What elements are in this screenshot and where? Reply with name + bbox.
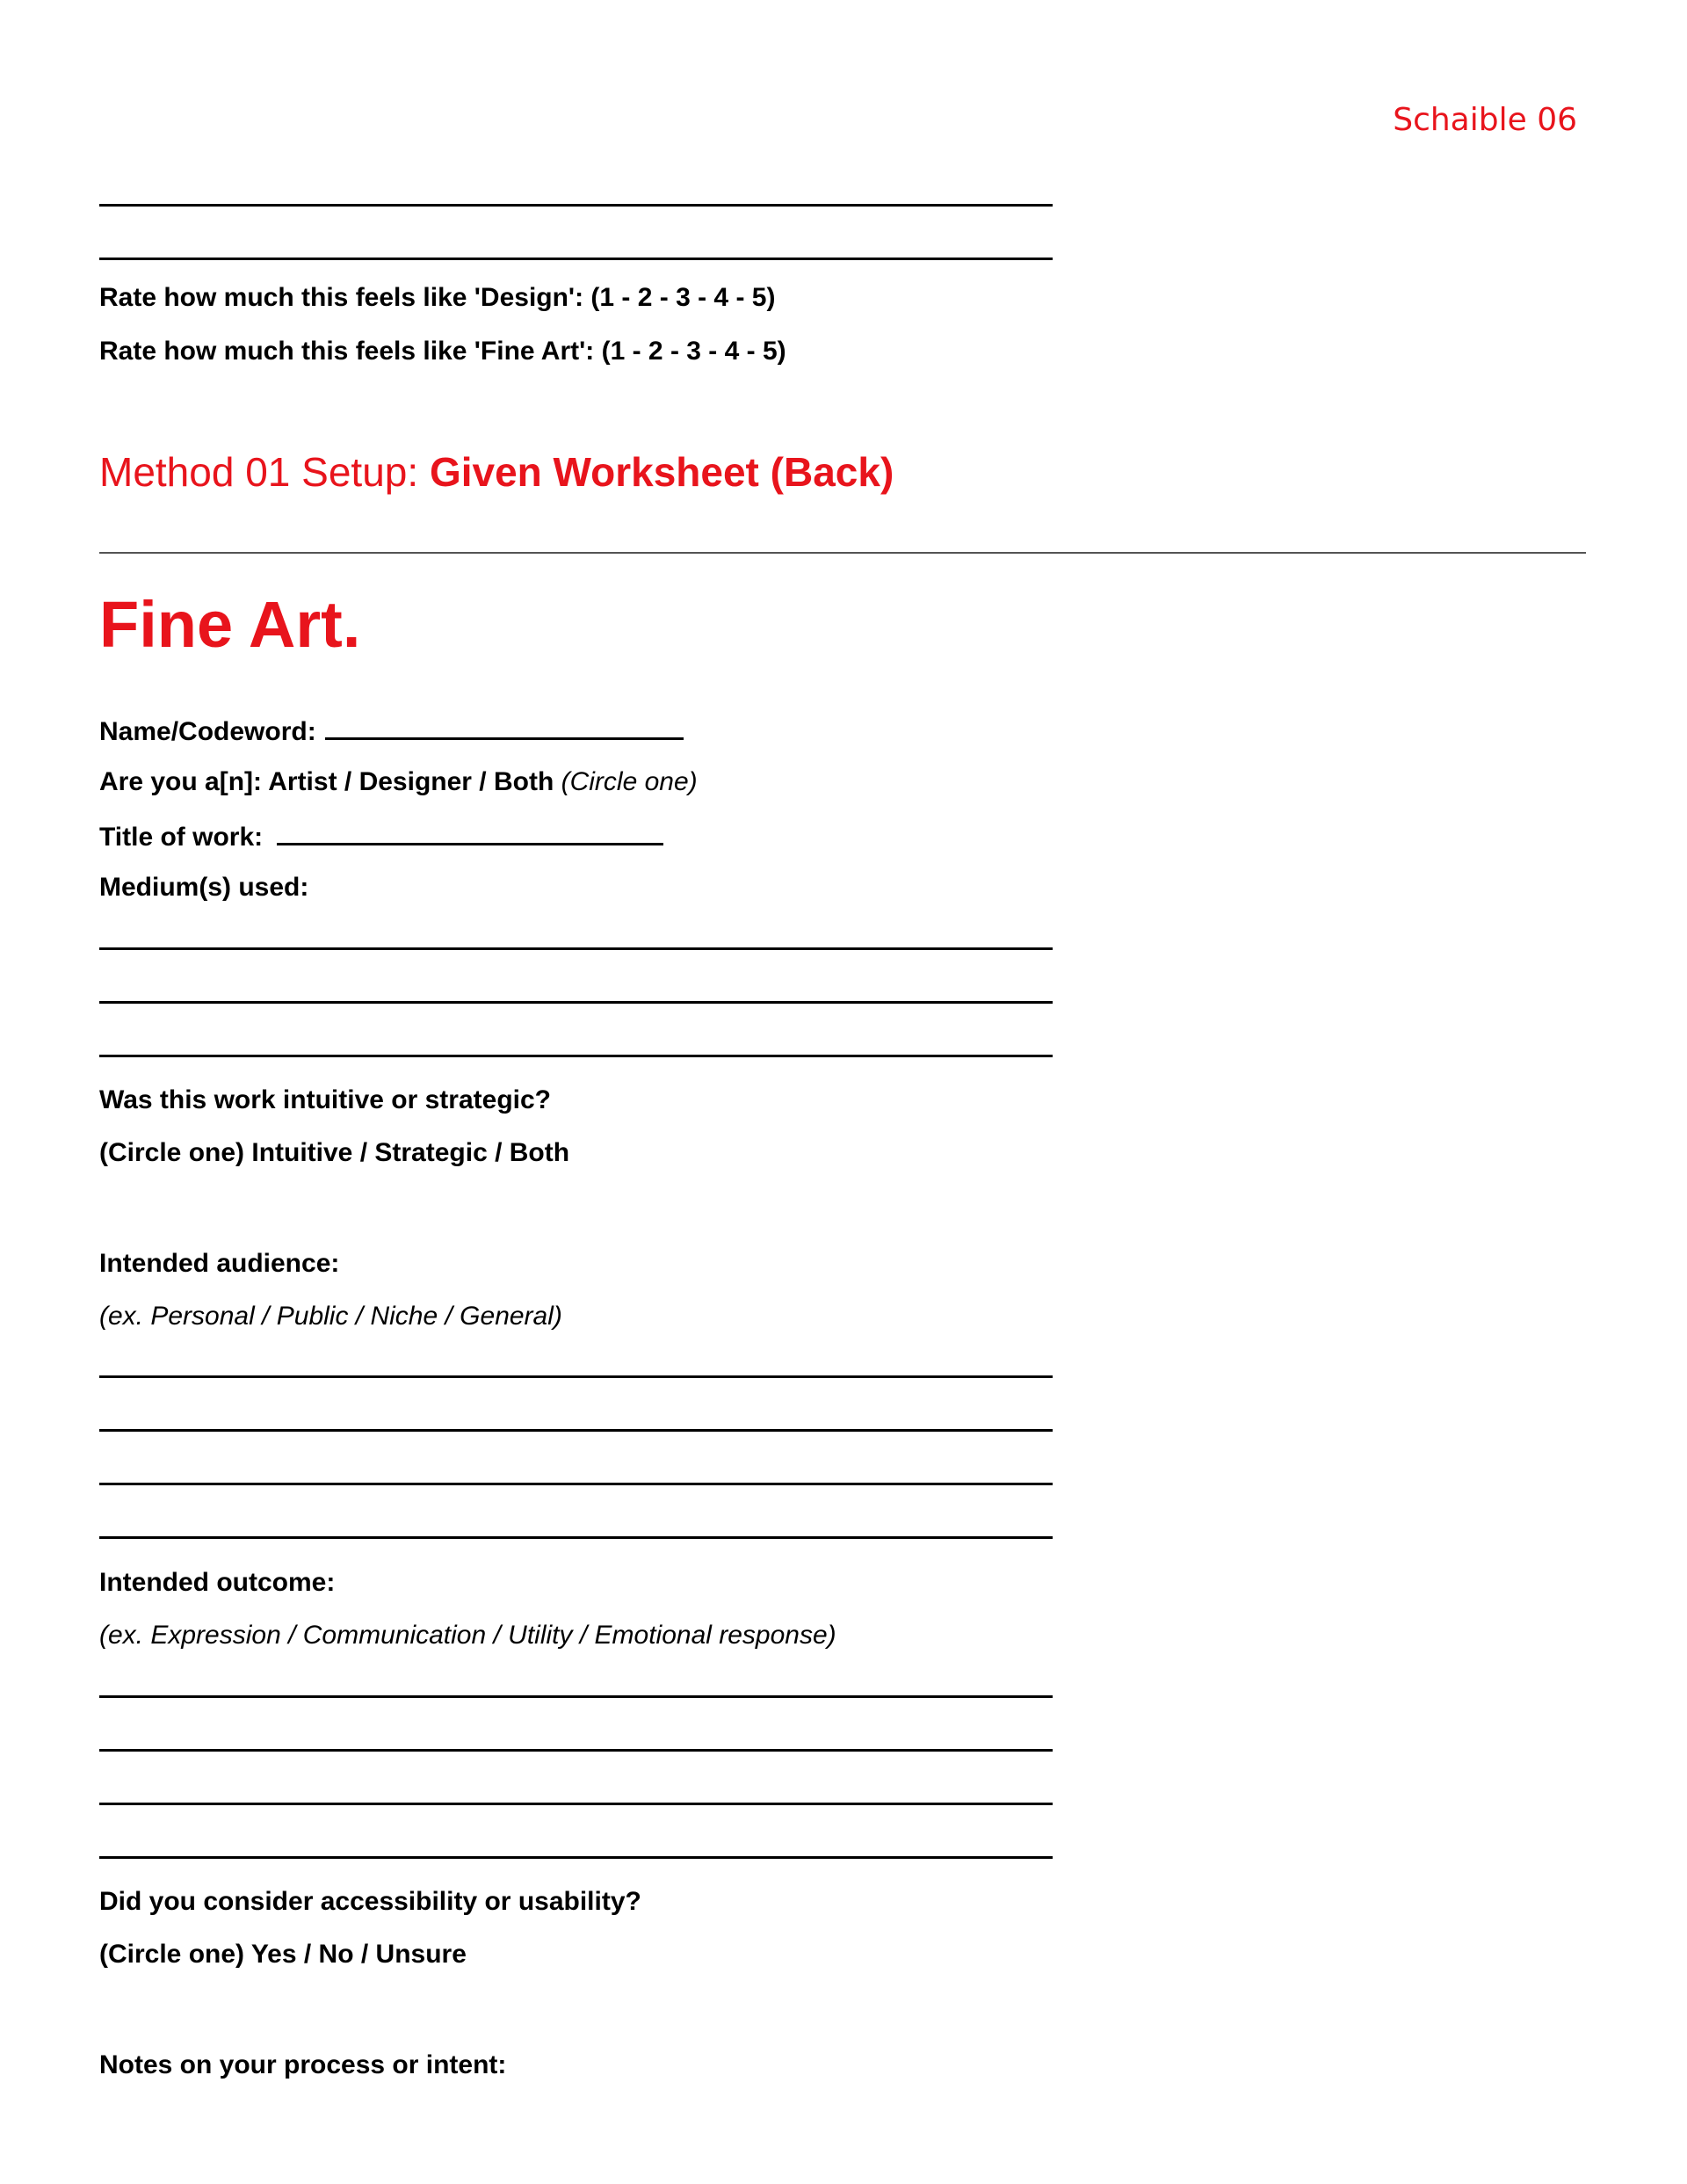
audience-label: Intended audience: [99, 1249, 340, 1278]
answer-line [99, 1055, 1053, 1057]
section-divider [99, 552, 1586, 554]
answer-line [99, 1001, 1053, 1004]
design-rating: Rate how much this feels like 'Design': (1 - 2 - 3 - 4 - 5) [99, 283, 776, 312]
outcome-hint: (ex. Expression / Communication / Utility / Emotional response) [99, 1621, 836, 1650]
medium-label: Medium(s) used: [99, 873, 309, 902]
role-hint: (Circle one) [561, 767, 698, 796]
answer-line [99, 1749, 1053, 1752]
audience-hint: (ex. Personal / Public / Niche / General) [99, 1302, 562, 1331]
name-label: Name/Codeword: [99, 717, 316, 746]
name-blank[interactable] [325, 715, 684, 740]
section-name: Given Worksheet (Back) [429, 449, 894, 495]
answer-line [99, 1429, 1053, 1432]
worksheet-title: Fine Art. [99, 588, 361, 661]
section-title [99, 448, 894, 496]
role-field [99, 767, 698, 797]
answer-line [99, 1483, 1053, 1485]
accessibility-question: Did you consider accessibility or usability? [99, 1887, 641, 1916]
answer-line [99, 1803, 1053, 1805]
answer-line [99, 1375, 1053, 1378]
answer-line [99, 1695, 1053, 1698]
section-prefix: Method 01 Setup: [99, 449, 430, 495]
answer-line [99, 258, 1053, 260]
role-label: Are you a[n]: Artist / Designer / Both [99, 767, 554, 796]
notes-label: Notes on your process or intent: [99, 2050, 507, 2079]
intuitive-question: Was this work intuitive or strategic? [99, 1085, 551, 1114]
name-field [99, 715, 684, 747]
title-blank[interactable] [277, 820, 663, 845]
page-label: Schaible 06 [1393, 102, 1577, 138]
outcome-label: Intended outcome: [99, 1568, 336, 1597]
title-label: Title of work: [99, 823, 264, 852]
intuitive-options: (Circle one) Intuitive / Strategic / Both [99, 1138, 570, 1167]
fine-art-rating: Rate how much this feels like 'Fine Art': (1 - 2 - 3 - 4 - 5) [99, 337, 786, 366]
title-field [99, 820, 663, 853]
answer-line [99, 1856, 1053, 1859]
accessibility-options: (Circle one) Yes / No / Unsure [99, 1940, 467, 1969]
answer-line [99, 1536, 1053, 1539]
answer-line [99, 204, 1053, 207]
answer-line [99, 947, 1053, 950]
